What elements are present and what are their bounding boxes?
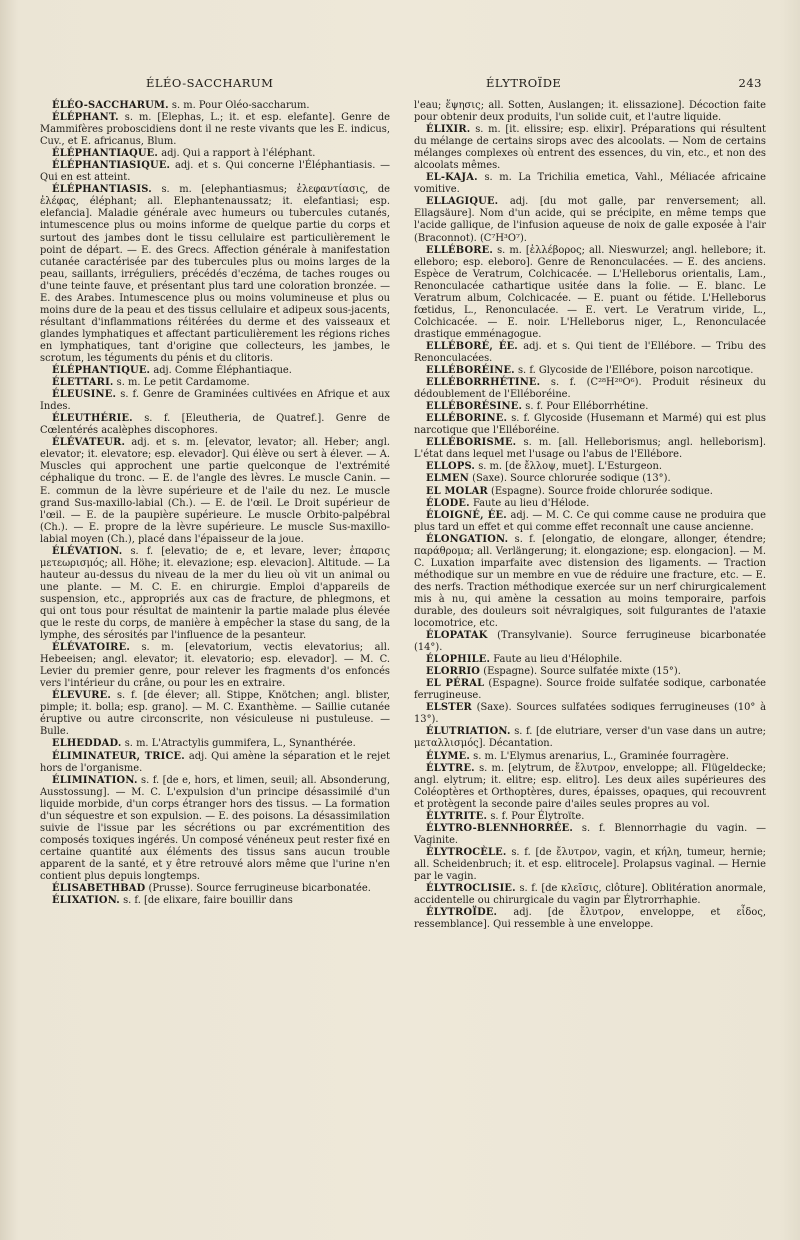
- entry-term: ÉLOIGNÉ, ÉE.: [426, 509, 507, 521]
- entry-term: ÉLÉPHANT.: [52, 112, 119, 124]
- entry-term: ÉLYTRITE.: [426, 810, 488, 822]
- entry-definition: s. m. [de ἔλλοψ, muet]. L'Esturgeon.: [478, 461, 663, 473]
- entry-definition: adj. Qui amène la séparation et le rejet hors de l'organisme.: [40, 750, 391, 774]
- dictionary-entry: [414, 510, 766, 534]
- entry-term: ÉLUTRIATION.: [426, 726, 511, 738]
- dictionary-entry: [40, 100, 390, 112]
- entry-term: ELLÉBORRHÉTINE.: [426, 377, 541, 389]
- dictionary-entry: [414, 365, 766, 377]
- entry-term: ÉLYTROCLISIE.: [426, 883, 516, 895]
- entry-definition: s. f. [de e, hors, et limen, seuil; all. Absonderung, Ausstossung]. — M. C. L'expulsion d'un principe désassimilé d'un liquide morbide, d'un corps étranger hors des tissus. — La formation d'un séquestre et son expulsion. — E. des poisons. La désassimilation suivie de l'issue par les sécrétions ou par excrémentition des composés toxiques ingérés. Un composé vénéneux peut rester fixé en certaine quantité aux éléments des tissus sans aucun trouble apparent de la santé, et y être retrouvé alors même que l'urine n'en contient plus depuis longtemps.: [40, 774, 390, 882]
- entry-term: ELLÉBORE.: [426, 244, 494, 256]
- dictionary-entry: [414, 847, 766, 883]
- left-column: [40, 100, 390, 907]
- entry-definition: s. f. [de κλεῖσις, clôture]. Oblitération anormale, accidentelle ou chirurgicale du vagin par Élytrorrhaphie.: [414, 883, 766, 907]
- dictionary-entry: [40, 690, 390, 738]
- entry-term: ÉLOPATAK: [426, 630, 488, 642]
- dictionary-entry: [414, 341, 766, 365]
- entry-definition: s. f. [de ἔλυτρον, vagin, et κήλη, tumeur, hernie; all. Scheidenbruch; it. et esp. elitrocele]. Prolapsus vaginal. — Hernie par le vagin.: [414, 846, 767, 882]
- dictionary-entry: [414, 100, 766, 124]
- dictionary-entry: [414, 630, 766, 654]
- dictionary-entry: [40, 413, 390, 437]
- dictionary-entry: [414, 172, 766, 196]
- entry-term: ÉLYTRO-BLENNHORRÉE.: [426, 822, 574, 834]
- entry-term: ÉLIMINATEUR, TRICE.: [52, 750, 185, 762]
- entry-definition: s. f. [de élever; all. Stippe, Knötchen; angl. blister, pimple; it. bolla; esp. grano]. — M. C. Exanthème. — Saillie cutanée éruptive ou autre circonscrite, non vésiculeuse ni pustuleuse. — Bulle.: [40, 690, 391, 738]
- entry-term: ELLÉBORÉINE.: [426, 365, 515, 377]
- dictionary-entry: [414, 401, 766, 413]
- entry-term: ELORRIO: [426, 666, 481, 678]
- running-header: [36, 76, 766, 92]
- dictionary-entry: [414, 124, 766, 172]
- entry-term: ÉLEUTHÉRIE.: [52, 413, 133, 425]
- entry-definition: s. f. Pour Elléborrhétine.: [525, 401, 649, 413]
- entry-term: ÉLETTARI.: [52, 377, 114, 389]
- entry-term: EL PÉRAL: [426, 678, 485, 690]
- entry-term: ELLÉBORÉSINE.: [426, 401, 523, 413]
- entry-definition: (Prusse). Source ferrugineuse bicarbonatée.: [148, 883, 371, 895]
- entry-term: ÉLÉPHANTIASIQUE.: [52, 160, 171, 172]
- entry-definition: adj. Qui a rapport à l'éléphant.: [161, 148, 316, 160]
- entry-term: ÉLODE.: [426, 497, 470, 509]
- entry-definition: s. f. Glycoside (Husemann et Marmé) qui est plus narcotique que l'Elléboréine.: [414, 413, 766, 437]
- entry-term: ELMEN: [426, 473, 469, 485]
- entry-definition: Faute au lieu d'Hélophile.: [493, 654, 623, 666]
- entry-definition: s. m. La Trichilia emetica, Vahl., Méliacée africaine vomitive.: [414, 172, 766, 196]
- entry-definition: s. f. [de elixare, faire bouillir dans: [123, 895, 293, 907]
- right-column: [414, 100, 766, 931]
- dictionary-entry: [414, 763, 766, 811]
- entry-term: ÉLÉVATOIRE.: [52, 642, 130, 654]
- entry-term: ELLÉBORISME.: [426, 437, 517, 449]
- entry-term: ELLÉBORÉ, ÉE.: [426, 340, 518, 352]
- entry-term: ÉLONGATION.: [426, 533, 509, 545]
- dictionary-entry: [40, 365, 390, 377]
- entry-definition: s. m. L'Atractylis gummifera, L., Synanthérée.: [124, 738, 356, 750]
- dictionary-entry: [40, 895, 390, 907]
- dictionary-entry: [40, 751, 390, 775]
- entry-term: EL-KAJA.: [426, 172, 478, 184]
- dictionary-entry: [414, 666, 766, 678]
- entry-definition: s. m. [ἑλλέβορος; all. Nieswurzel; angl. hellebore; it. elleboro; esp. eleboro]. Genre de Renonculacées. — E. des anciens. Espèce de Veratrum, Colchicacée. — L'Helleborus orientalis, Lam., Renonculacée cathartique usitée dans la folie. — E. blanc. Le Veratrum album, Colchicacée. — E. puant ou fétide. L'Helleborus fœtidus, L., Renonculacée. — E. vert. Le Veratrum viride, L., Colchicacée. — E. noir. L'Helleborus niger, L., Renonculacée drastique emménagogue.: [414, 244, 766, 340]
- entry-term: ÉLÉO-SACCHARUM.: [52, 100, 169, 111]
- dictionary-entry: [414, 678, 766, 702]
- entry-term: ÉLIXIR.: [426, 124, 471, 136]
- page-number: 243: [738, 76, 762, 90]
- entry-definition: s. f. (C²⁸H²⁰O⁶). Produit résineux du dédoublement de l'Elléboréine.: [414, 377, 767, 401]
- header-right-term: ÉLYTROÏDE: [486, 76, 562, 90]
- entry-definition: s. m. [elevatorium, vectis elevatorius; all. Hebeeisen; angl. elevator; it. elevatorio; esp. elevador]. — M. C. Levier du premier genre, pour relever les fragments d'os enfoncés vers l'intérieur du crâne, ou pour les en extraire.: [40, 642, 390, 690]
- dictionary-entry: [414, 907, 766, 931]
- dictionary-entry: [414, 823, 766, 847]
- entry-term: ÉLÉPHANTIAQUE.: [52, 148, 159, 160]
- dictionary-entry: [414, 883, 766, 907]
- dictionary-entry: [40, 389, 390, 413]
- entry-definition: s. m. Le petit Cardamome.: [116, 377, 250, 389]
- entry-definition: l'eau; ἕψησις; all. Sotten, Auslangen; it. elissazione]. Décoction faite pour obtenir deux produits, l'un solide cuit, et l'autre liquide.: [414, 100, 766, 124]
- dictionary-entry: [40, 184, 390, 365]
- dictionary-entry: [414, 377, 766, 401]
- entry-term: ÉLEUSINE.: [52, 389, 117, 401]
- entry-definition: (Espagne). Source froide chlorurée sodique.: [491, 485, 713, 497]
- entry-term: ELHEDDAD.: [52, 738, 122, 750]
- dictionary-entry: [414, 473, 766, 485]
- entry-definition: s. m. Pour Oléo-saccharum.: [171, 100, 310, 111]
- entry-term: ÉLÉVATEUR.: [52, 437, 126, 449]
- entry-term: ÉLYTROÏDE.: [426, 907, 498, 919]
- entry-definition: (Espagne). Source sulfatée mixte (15°).: [483, 666, 681, 678]
- entry-definition: adj. Comme Éléphantiaque.: [153, 365, 292, 377]
- entry-term: ÉLOPHILE.: [426, 654, 491, 666]
- entry-term: ELLOPS.: [426, 461, 476, 473]
- entry-definition: s. f. Glycoside de l'Ellébore, poison narcotique.: [517, 365, 754, 377]
- dictionary-entry: [40, 437, 390, 545]
- entry-term: ÉLÉVATION.: [52, 545, 123, 557]
- dictionary-entry: [40, 112, 390, 148]
- dictionary-entry: [414, 534, 766, 630]
- entry-definition: s. f. Genre de Graminées cultivées en Afrique et aux Indes.: [40, 389, 391, 413]
- entry-term: ÉLIMINATION.: [52, 774, 138, 786]
- entry-term: ÉLISABETHBAD: [52, 883, 146, 895]
- dictionary-entry: [414, 196, 766, 244]
- entry-definition: (Saxe). Source chlorurée sodique (13°).: [472, 473, 671, 485]
- entry-term: ELLÉBORINE.: [426, 413, 508, 425]
- dictionary-entry: [414, 486, 766, 498]
- entry-definition: s. m. [Elephas, L.; it. et esp. elefante]. Genre de Mammifères proboscidiens dont il ne reste vivants que les E. indicus, Cuv., et E. africanus, Blum.: [40, 112, 390, 148]
- entry-definition: s. m. L'Elymus arenarius, L., Graminée fourragère.: [473, 750, 729, 762]
- dictionary-entry: [414, 702, 766, 726]
- dictionary-entry: [40, 738, 390, 750]
- dictionary-entry: [40, 546, 390, 642]
- entry-term: EL MOLAR: [426, 485, 488, 497]
- entry-term: ÉLÉPHANTIASIS.: [52, 184, 152, 196]
- entry-definition: s. f. [Eleutheria, de Quatref.]. Genre de Cœlentérés acalèphes discophores.: [40, 413, 391, 437]
- entry-definition: s. m. [elytrum, de ἔλυτρον, enveloppe; all. Flügeldecke; angl. elytrum; it. elitre; esp. elitro]. Les deux ailes supérieures des Coléoptères et Orthoptères, dures, épaisses, opaques, qui recouvrent et protègent la seconde paire d'ailes seules propres au vol.: [414, 762, 766, 810]
- dictionary-entry: [414, 461, 766, 473]
- header-left-term: ÉLÉO-SACCHARUM: [146, 76, 274, 90]
- dictionary-entry: [414, 726, 766, 750]
- entry-term: ÉLEVURE.: [52, 690, 112, 702]
- entry-definition: s. f. Blennorrhagie du vagin. — Vaginite.: [414, 822, 767, 846]
- dictionary-entry: [40, 148, 390, 160]
- entry-term: ÉLÉPHANTIQUE.: [52, 365, 151, 377]
- dictionary-entry: [414, 498, 766, 510]
- entry-definition: s. m. [it. elissire; esp. elixir]. Préparations qui résultent du mélange de certains sirops avec des alcoolats. — Nom de certains mélanges complexes où entrent des essences, du vin, etc., et non des alcoolats mêmes.: [414, 124, 767, 172]
- entry-definition: s. f. [elongatio, de elongare, allonger, étendre; παράθρομα; all. Verlängerung; it. elongazione; esp. elongacion]. — M. C. Luxation imparfaite avec distension des ligaments. — Traction méthodique sur un membre en vue de réduire une fracture, etc. — E. des nerfs. Traction méthodique exercée sur un nerf chirurgicalement mis à nu, qui amène la cessation au moins temporaire, parfois durable, des douleurs soit névralgiques, soit fulgurantes de l'ataxie locomotrice, etc.: [414, 533, 767, 630]
- entry-definition: s. m. [elephantiasmus; ἐλεφαντίασις, de ἐλέφας, éléphant; all. Elephantenaussatz; it. elefantiasi; esp. elefancia]. Maladie générale avec humeurs ou tubercules cutanés, intumescence plus ou moins informe de quelque partie du corps et surtout des jambes dont le tissu cellulaire est particulièrement le point de départ. — E. des Grecs. Affection générale à manifestation cutanée caractérisée par des tubercules plus ou moins larges de la peau, saillants, irréguliers, précédés d'eczéma, de taches rouges ou d'une teinte fauve, et présentant plus tard une coloration bronzée. — E. des Arabes. Intumescence plus ou moins volumineuse et plus ou moins dure de la peau et des tissus cellulaire et adipeux sous-jacents, résultant d'inflammations réitérées du derme et des vaisseaux et glandes lymphatiques et affectant particulièrement les régions riches en lymphatiques, tant d'origine que collecteurs, les jambes, le scrotum, les téguments du pénis et du clitoris.: [40, 184, 391, 364]
- entry-definition: s. f. [de elutriare, verser d'un vase dans un autre; μεταλλισμός]. Décantation.: [414, 726, 767, 750]
- dictionary-entry: [40, 775, 390, 883]
- entry-definition: (Espagne). Source froide sulfatée sodique, carbonatée ferrugineuse.: [414, 678, 767, 702]
- entry-definition: Faute au lieu d'Hélode.: [472, 497, 590, 509]
- entry-term: ÉLIXATION.: [52, 895, 120, 907]
- entry-definition: s. m. [all. Helleborismus; angl. helleborism]. L'état dans lequel met l'usage ou l'abus de l'Ellébore.: [414, 437, 766, 461]
- entry-definition: s. f. [elevatio; de e, et levare, lever; ἐπαρσις μετεωρισμός; all. Höhe; it. elevazione; esp. elevacion]. Altitude. — La hauteur au-dessus du niveau de la mer du lieu où vit un animal ou une plante. — M. C. E. en chirurgie. Emploi d'appareils de suspension, etc., appropriés aux cas de fracture, de phlegmons, et qui ont tous pour résultat de maintenir la partie malade plus élevée que le reste du corps, de manière à empêcher la stase du sang, de la lymphe, des sérosités par l'influence de la pesanteur.: [40, 545, 390, 642]
- dictionary-entry: [414, 413, 766, 437]
- dictionary-entry: [414, 437, 766, 461]
- entry-definition: adj. [du mot galle, par renversement; all. Ellagsäure]. Nom d'un acide, qui se précipite, en même temps que l'acide gallique, de l'infusion aqueuse de noix de galle exposée à l'air (Braconnot). (C⁷H³O⁷).: [414, 196, 767, 244]
- dictionary-entry: [40, 377, 390, 389]
- entry-definition: adj. et s. m. [elevator, levator; all. Heber; angl. elevator; it. elevatore; esp. elevador]. Qui élève ou sert à élever. — A. Muscles qui approchent une partie quelconque de l'extrémité céphalique du tronc. — E. de l'angle des lèvres. Le muscle Canin. — E. commun de la lèvre supérieure et de l'aile du nez. Le muscle grand Sus-maxillo-labial (Ch.). — E. de l'œil. Le Droit supérieur de l'œil. — E. de la paupière supérieure. Le muscle Orbito-palpébral (Ch.). — E. propre de la lèvre supérieure. Le muscle Sus-maxillo-labial moyen (Ch.), placé dans l'épaisseur de la joue.: [40, 437, 391, 545]
- entry-term: ÉLYME.: [426, 750, 470, 762]
- entry-term: ELLAGIQUE.: [426, 196, 499, 208]
- dictionary-entry: [40, 883, 390, 895]
- entry-definition: adj. et s. Qui concerne l'Éléphantiasis. — Qui en est atteint.: [40, 160, 390, 184]
- entry-definition: (Saxe). Sources sulfatées sodiques ferrugineuses (10° à 13°).: [414, 702, 766, 726]
- dictionary-entry: [40, 642, 390, 690]
- entry-term: ÉLYTRE.: [426, 762, 475, 774]
- entry-definition: adj. — M. C. Ce qui comme cause ne produira que plus tard un effet et qui comme effet reconnaît une cause ancienne.: [414, 509, 766, 533]
- dictionary-entry: [414, 751, 766, 763]
- dictionary-entry: [414, 654, 766, 666]
- dictionary-entry: [414, 811, 766, 823]
- entry-definition: s. f. Pour Élytroïte.: [490, 810, 585, 822]
- entry-definition: adj. [de ἔλυτρον, enveloppe, et εἶδος, ressemblance]. Qui ressemble à une enveloppe.: [414, 907, 766, 931]
- entry-term: ELSTER: [426, 702, 472, 714]
- entry-term: ÉLYTROCÈLE.: [426, 846, 507, 858]
- dictionary-entry: [414, 245, 766, 341]
- dictionary-entry: [40, 160, 390, 184]
- entry-definition: adj. et s. Qui tient de l'Ellébore. — Tribu des Renonculacées.: [414, 340, 766, 364]
- entry-definition: (Transylvanie). Source ferrugineuse bicarbonatée (14°).: [414, 630, 766, 654]
